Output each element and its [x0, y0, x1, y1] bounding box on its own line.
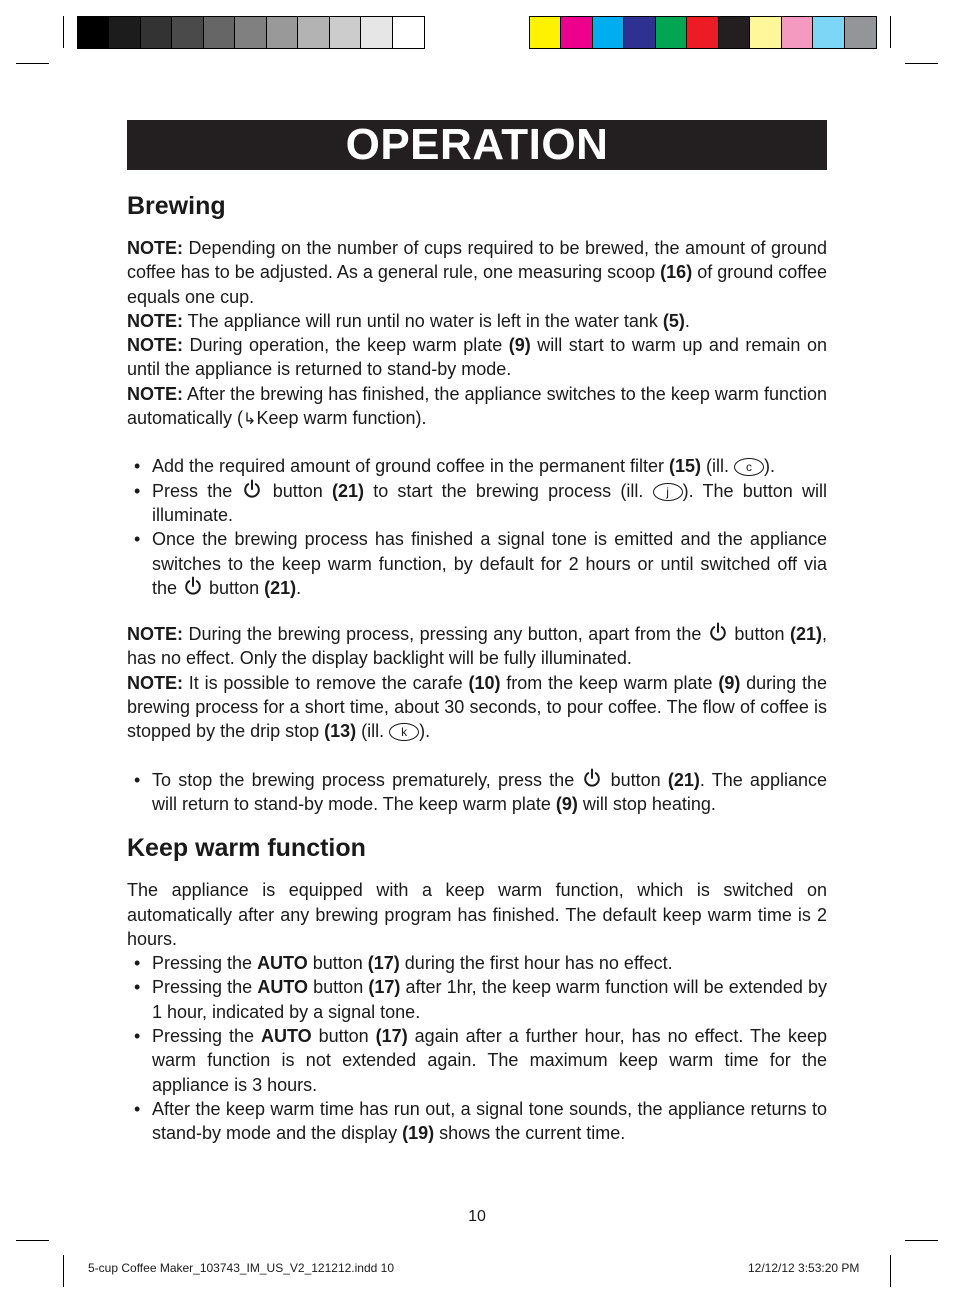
- page-number: 10: [468, 1208, 486, 1225]
- color-swatch: [267, 17, 298, 48]
- keep-warm-list: [127, 951, 827, 1145]
- power-icon: [709, 622, 727, 642]
- list-item: • Pressing the AUTO button (17) again after a further hour, has no effect. The keep warm function is not extended again. The maximum keep warm time for the appliance is 3 hours.: [127, 1024, 827, 1097]
- list-item: • Once the brewing process has finished a signal tone is emitted and the appliance switches to the keep warm function, by default for 2 hours or until switched off via the button (21).: [127, 527, 827, 600]
- color-swatch: [393, 17, 424, 48]
- color-swatch: [204, 17, 235, 48]
- color-swatch: [750, 17, 781, 48]
- illustration-ref-icon: k: [389, 723, 419, 741]
- illustration-ref-icon: j: [653, 483, 683, 501]
- note-paragraph: NOTE: It is possible to remove the carafe (10) from the keep warm plate (9) during the brewing process for a short time, about 30 seconds, to pour coffee. The flow of coffee is stopped by the drip stop (13) (ill. k ).: [127, 672, 828, 742]
- keep-warm-heading: Keep warm function: [127, 834, 366, 863]
- crop-mark: [16, 1240, 49, 1241]
- list-item: • Pressing the AUTO button (17) during the first hour has no effect.: [127, 951, 827, 975]
- crop-mark: [63, 1255, 64, 1287]
- color-swatch: [687, 17, 718, 48]
- grayscale-calibration-bar: [77, 16, 425, 49]
- color-swatch: [719, 17, 750, 48]
- crop-mark: [905, 63, 938, 64]
- note-paragraph: NOTE: During operation, the keep warm plate (9) will start to warm up and remain on until the appliance is returned to stand-by mode.: [127, 335, 827, 380]
- power-icon: [184, 576, 202, 596]
- color-calibration-bar: [529, 16, 877, 49]
- list-item: • Pressing the AUTO button (17) after 1hr, the keep warm function will be extended by 1 hour, indicated by a signal tone.: [127, 975, 827, 1024]
- color-swatch: [298, 17, 329, 48]
- color-swatch: [78, 17, 109, 48]
- color-swatch: [845, 17, 876, 48]
- section-banner: [127, 120, 827, 170]
- color-swatch: [593, 17, 624, 48]
- color-swatch: [561, 17, 592, 48]
- color-swatch: [361, 17, 392, 48]
- color-swatch: [235, 17, 266, 48]
- crop-mark: [890, 1255, 891, 1287]
- crop-mark: [905, 1240, 938, 1241]
- color-swatch: [624, 17, 655, 48]
- cross-reference-arrow-icon: ↳: [243, 411, 257, 429]
- note-paragraph: NOTE: The appliance will run until no water is left in the water tank (5).: [127, 310, 690, 331]
- intro-paragraph: The appliance is equipped with a keep warm function, which is switched on automatically after any brewing program has finished. The default keep warm time is 2 hours.: [127, 880, 827, 949]
- color-swatch: [172, 17, 203, 48]
- crop-mark: [63, 16, 64, 48]
- note-paragraph: NOTE: During the brewing process, pressing any button, apart from the button (21), has no effect. Only the display backlight will be fully illuminated.: [127, 624, 828, 669]
- list-item: • Add the required amount of ground coffee in the permanent filter (15) (ill. c ).: [127, 454, 827, 478]
- page-title: OPERATION: [345, 120, 609, 169]
- crop-mark: [16, 63, 49, 64]
- note-paragraph: NOTE: After the brewing has finished, the appliance switches to the keep warm function automatically (↳Keep warm function).: [127, 383, 827, 429]
- color-swatch: [813, 17, 844, 48]
- main-content: [127, 190, 827, 1146]
- color-swatch: [141, 17, 172, 48]
- print-timestamp: 12/12/12 3:53:20 PM: [748, 1261, 860, 1275]
- brewing-steps-list: [127, 454, 827, 600]
- list-item: • Press the button (21) to start the brewing process (ill. j ). The button will illuminate.: [127, 479, 827, 528]
- power-icon: [243, 479, 261, 499]
- power-icon: [583, 768, 601, 788]
- brewing-heading: Brewing: [127, 192, 226, 220]
- color-swatch: [530, 17, 561, 48]
- file-slug: 5-cup Coffee Maker_103743_IM_US_V2_121212.indd 10: [88, 1261, 394, 1275]
- list-item: • To stop the brewing process prematurely, press the button (21). The appliance will return to stand-by mode. The keep warm plate (9) will stop heating.: [127, 768, 827, 817]
- color-swatch: [109, 17, 140, 48]
- list-item: • After the keep warm time has run out, a signal tone sounds, the appliance returns to stand-by mode and the display (19) shows the current time.: [127, 1097, 827, 1146]
- color-swatch: [782, 17, 813, 48]
- crop-mark: [890, 16, 891, 48]
- note-paragraph: NOTE: Depending on the number of cups required to be brewed, the amount of ground coffee has to be adjusted. As a general rule, one measuring scoop (16) of ground coffee equals one cup.: [127, 238, 827, 307]
- color-swatch: [656, 17, 687, 48]
- stop-brewing-list: [127, 768, 827, 817]
- color-swatch: [330, 17, 361, 48]
- illustration-ref-icon: c: [734, 458, 764, 476]
